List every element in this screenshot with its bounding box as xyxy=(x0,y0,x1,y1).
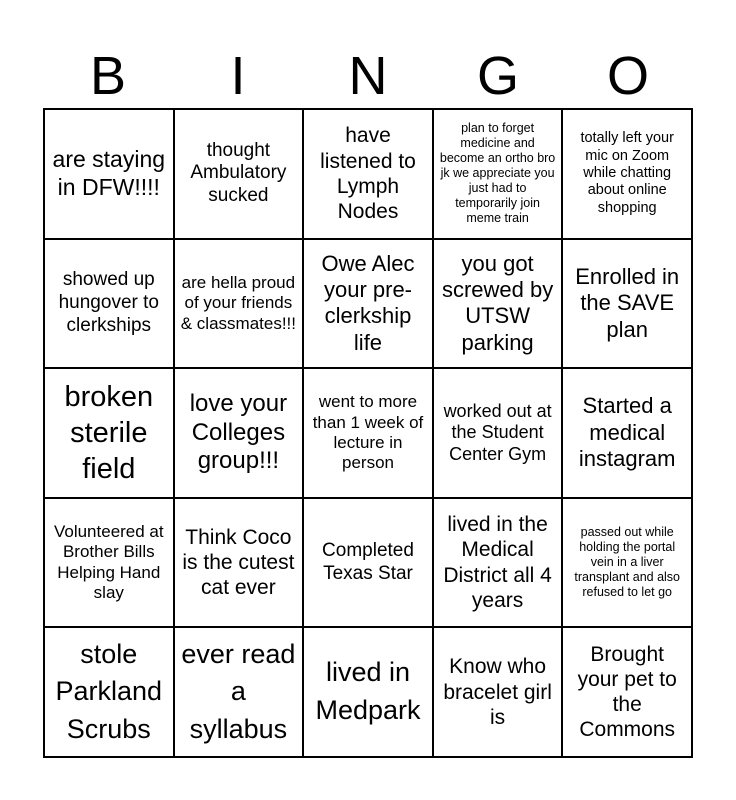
bingo-cell[interactable]: Volunteered at Brother Bills Helping Hand slay xyxy=(44,498,174,628)
header-letter-n: N xyxy=(348,46,388,106)
bingo-cell[interactable]: are hella proud of your friends & classmates!!! xyxy=(174,239,304,369)
bingo-cell[interactable]: ever read a syllabus xyxy=(174,627,304,757)
bingo-cell[interactable]: Know who bracelet girl is xyxy=(433,627,563,757)
bingo-cell[interactable]: are staying in DFW!!!! xyxy=(44,109,174,239)
bingo-cell[interactable]: worked out at the Student Center Gym xyxy=(433,368,563,498)
bingo-cell[interactable]: passed out while holding the portal vein in a liver transplant and also refused to let go xyxy=(562,498,692,628)
bingo-board xyxy=(43,108,693,758)
bingo-cell[interactable]: Completed Texas Star xyxy=(303,498,433,628)
bingo-cell[interactable]: lived in Medpark xyxy=(303,627,433,757)
bingo-cell[interactable]: lived in the Medical District all 4 years xyxy=(433,498,563,628)
header-letter-b: B xyxy=(89,46,127,106)
header-letter-o: O xyxy=(606,46,649,106)
bingo-cell[interactable]: stole Parkland Scrubs xyxy=(44,627,174,757)
header-letter-i: I xyxy=(230,46,246,106)
bingo-cell[interactable]: totally left your mic on Zoom while chatting about online shopping xyxy=(562,109,692,239)
bingo-cell[interactable]: broken sterile field xyxy=(44,368,174,498)
bingo-cell[interactable]: Brought your pet to the Commons xyxy=(562,627,692,757)
bingo-cell[interactable]: Enrolled in the SAVE plan xyxy=(562,239,692,369)
bingo-cell[interactable]: Think Coco is the cutest cat ever xyxy=(174,498,304,628)
bingo-cell[interactable]: went to more than 1 week of lecture in person xyxy=(303,368,433,498)
bingo-cell[interactable]: have listened to Lymph Nodes xyxy=(303,109,433,239)
bingo-cell[interactable]: Owe Alec your pre-clerkship life xyxy=(303,239,433,369)
bingo-cell[interactable]: you got screwed by UTSW parking xyxy=(433,239,563,369)
bingo-cell[interactable]: plan to forget medicine and become an ortho bro jk we appreciate you just had to temporarily join meme train xyxy=(433,109,563,239)
bingo-cell[interactable]: thought Ambulatory sucked xyxy=(174,109,304,239)
bingo-cell[interactable]: love your Colleges group!!! xyxy=(174,368,304,498)
bingo-cell[interactable]: Started a medical instagram xyxy=(562,368,692,498)
bingo-cell[interactable]: showed up hungover to clerkships xyxy=(44,239,174,369)
bingo-header xyxy=(43,44,693,108)
header-letter-g: G xyxy=(476,46,519,106)
